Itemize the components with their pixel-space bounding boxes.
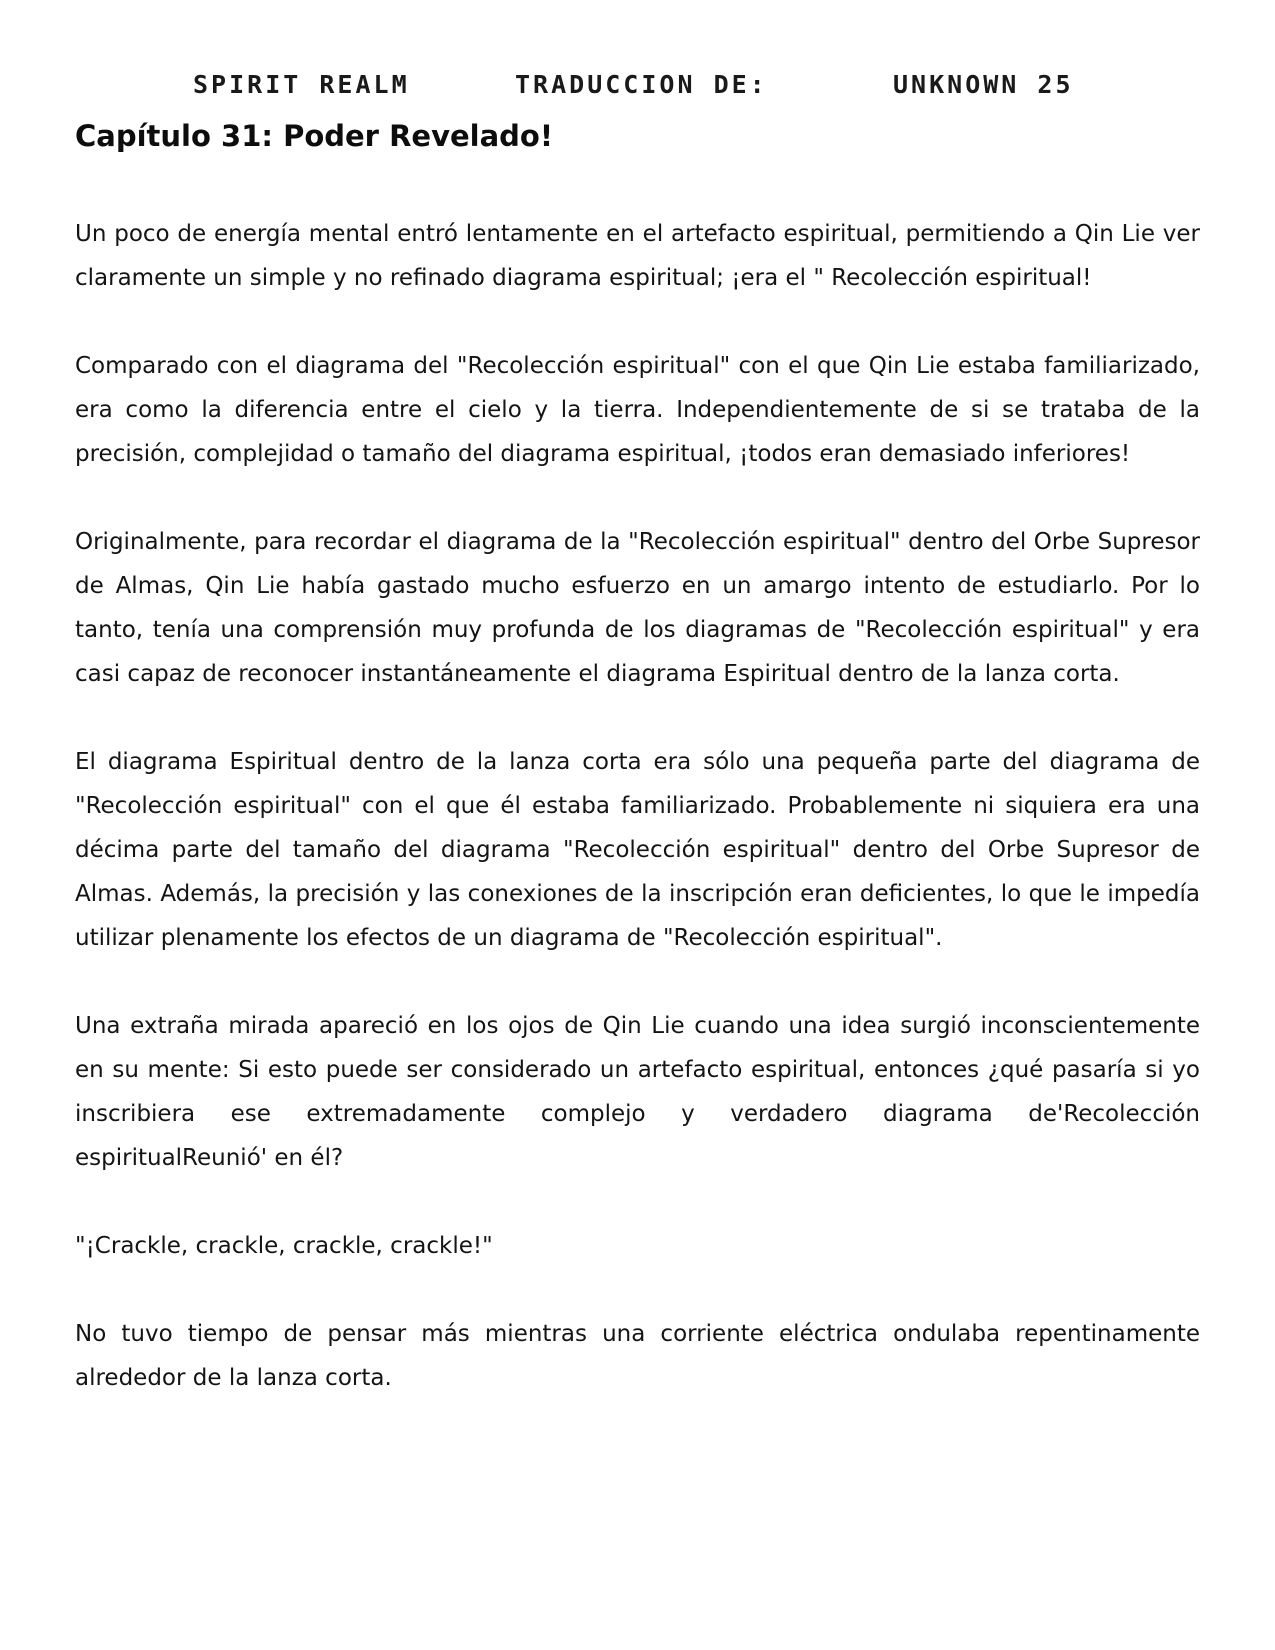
chapter-title: Capítulo 31: Poder Revelado! <box>75 119 554 153</box>
chapter-body <box>75 212 1200 1444</box>
page-header <box>0 70 1275 110</box>
paragraph: El diagrama Espiritual dentro de la lanza corta era sólo una pequeña parte del diagrama de "Recolección espiritual" con el que él estaba familiarizado. Probablemente ni siquiera era una décima parte del tamaño del diagrama "Recolección espiritual" dentro del Orbe Supresor de Almas. Además, la precisión y las conexiones de la inscripción eran deficientes, lo que le impedía utilizar plenamente los efectos de un diagrama de "Recolección espiritual". <box>75 749 1200 951</box>
paragraph: "¡Crackle, crackle, crackle, crackle!" <box>75 1233 493 1259</box>
paragraph: Comparado con el diagrama del "Recolección espiritual" con el que Qin Lie estaba familiarizado, era como la diferencia entre el cielo y la tierra. Independientemente de si se trataba de la precisión, complejidad o tamaño del diagrama espiritual, ¡todos eran demasiado inferiores! <box>75 353 1200 467</box>
header-translator-name: UNKNOWN 25 <box>893 70 1074 99</box>
paragraph: Una extraña mirada apareció en los ojos de Qin Lie cuando una idea surgió inconscientemente en su mente: Si esto puede ser considerado un artefacto espiritual, entonces ¿qué pasaría si yo inscribiera ese extremadamente complejo y verdadero diagrama de'Recolección espiritualReunió' en él? <box>75 1013 1200 1171</box>
paragraph: Originalmente, para recordar el diagrama de la "Recolección espiritual" dentro del Orbe Supresor de Almas, Qin Lie había gastado mucho esfuerzo en un amargo intento de estudiarlo. Por lo tanto, tenía una comprensión muy profunda de los diagramas de "Recolección espiritual" y era casi capaz de reconocer instantáneamente el diagrama Espiritual dentro de la lanza corta. <box>75 529 1200 687</box>
paragraph: Un poco de energía mental entró lentamente en el artefacto espiritual, permitiendo a Qin Lie ver claramente un simple y no refinado diagrama espiritual; ¡era el " Recolección espiritual! <box>75 221 1200 291</box>
paragraph: No tuvo tiempo de pensar más mientras una corriente eléctrica ondulaba repentinamente alrededor de la lanza corta. <box>75 1321 1200 1391</box>
header-series-title: SPIRIT REALM <box>193 70 410 99</box>
header-translation-label: TRADUCCION DE: <box>515 70 768 99</box>
